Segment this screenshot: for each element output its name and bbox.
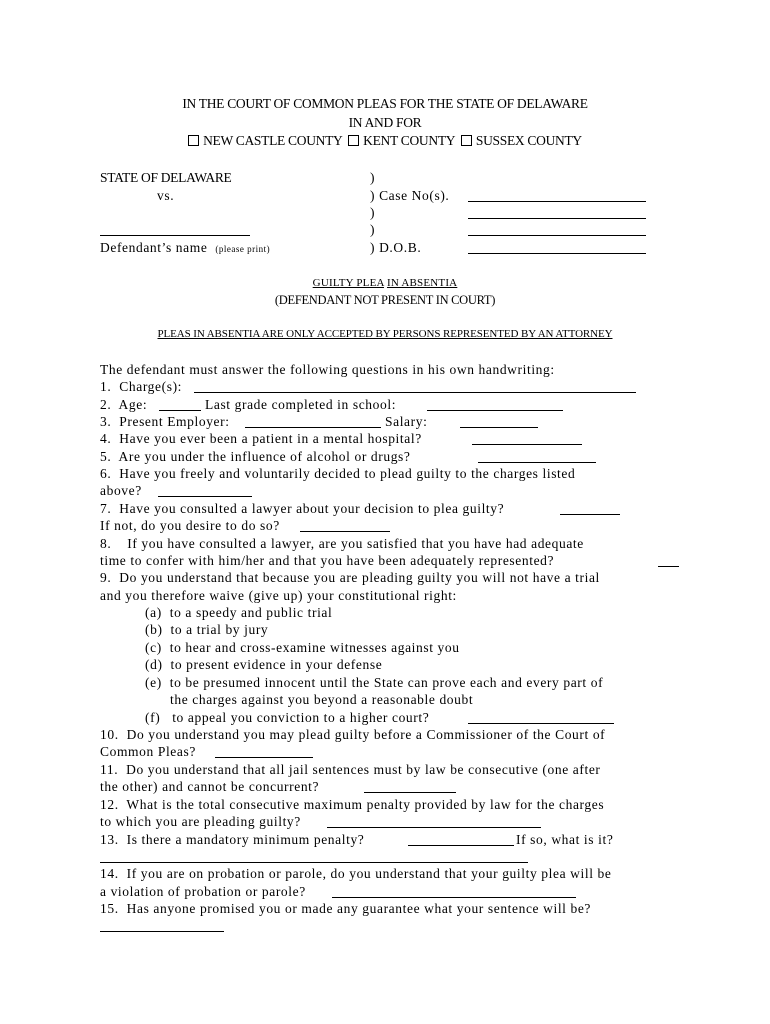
q6-label-line2: above? [100, 483, 142, 498]
plea-title [0, 277, 770, 289]
attorney-notice [0, 328, 770, 340]
paren-1: ) [370, 170, 376, 185]
q7-label-line2: If not, do you desire to do so? [100, 518, 280, 533]
q2-age-label: 2. Age: [100, 397, 148, 412]
checkbox-new-castle[interactable] [188, 135, 199, 146]
q9-item-d: (d) to present evidence in your defense [145, 657, 383, 672]
q8-field[interactable] [658, 555, 679, 567]
case-no-field-3[interactable] [468, 224, 646, 236]
q9-label-line1: 9. Do you understand that because you are pleading guilty you will not have a trial [100, 570, 600, 585]
checkbox-kent[interactable] [348, 135, 359, 146]
q3-salary-field[interactable] [460, 416, 538, 428]
q11-field[interactable] [364, 781, 456, 793]
q15-field[interactable] [100, 920, 224, 932]
q2-grade-field[interactable] [427, 399, 563, 411]
county-sussex-label: SUSSEX COUNTY [475, 133, 582, 148]
q4-field[interactable] [472, 433, 582, 445]
q2-grade-label: Last grade completed in school: [205, 397, 397, 412]
q7-field[interactable] [560, 503, 620, 515]
q10-label-line1: 10. Do you understand you may plead guilty before a Commissioner of the Court of [100, 727, 606, 742]
court-title: IN THE COURT OF COMMON PLEAS FOR THE STATE OF DELAWARE [182, 96, 588, 111]
defendant-name-field[interactable] [100, 224, 250, 236]
q8-label-line2: time to confer with him/her and that you have been adequately represented? [100, 553, 555, 568]
paren-3: ) [370, 205, 376, 220]
case-no-field-2[interactable] [468, 207, 646, 219]
q13-followup-field[interactable] [100, 851, 528, 863]
q9-item-f: (f) to appeal you conviction to a higher court? [145, 710, 430, 725]
q5-label: 5. Are you under the influence of alcohol or drugs? [100, 449, 411, 464]
dob-label: ) D.O.B. [370, 240, 422, 255]
q11-label-line1: 11. Do you understand that all jail sentences must by law be consecutive (one after [100, 762, 601, 777]
q3-employer-field[interactable] [245, 416, 381, 428]
q13-field[interactable] [408, 834, 514, 846]
case-no-field-1[interactable] [468, 190, 646, 202]
q12-field[interactable] [327, 816, 541, 828]
guilty-plea-title: GUILTY PLEA [312, 277, 385, 289]
county-kent-label: KENT COUNTY [363, 133, 455, 148]
q3-employer-label: 3. Present Employer: [100, 414, 230, 429]
q8-label-line1: 8. If you have consulted a lawyer, are you satisfied that you have had adequate [100, 536, 584, 551]
q13-label: 13. Is there a mandatory minimum penalty? [100, 832, 365, 847]
q5-field[interactable] [478, 451, 596, 463]
q7-label-line1: 7. Have you consulted a lawyer about your decision to plea guilty? [100, 501, 505, 516]
q14-field[interactable] [332, 886, 576, 898]
q10-field[interactable] [215, 746, 313, 758]
q9-field[interactable] [468, 712, 614, 724]
q15-label: 15. Has anyone promised you or made any guarantee what your sentence will be? [100, 901, 592, 916]
paren-4: ) [370, 222, 376, 237]
q13-followup-label: If so, what is it? [516, 832, 614, 847]
q12-label-line1: 12. What is the total consecutive maximum penalty provided by law for the charges [100, 797, 605, 812]
q9-item-e-line1: (e) to be presumed innocent until the State can prove each and every part of [145, 675, 604, 690]
q9-item-e-line2: the charges against you beyond a reasonable doubt [170, 692, 474, 707]
q9-label-line2: and you therefore waive (give up) your constitutional right: [100, 588, 457, 603]
q10-label-line2: Common Pleas? [100, 744, 196, 759]
checkbox-sussex[interactable] [461, 135, 472, 146]
defendant-label-text: Defendant’s name [100, 240, 208, 255]
q12-label-line2: to which you are pleading guilty? [100, 814, 301, 829]
case-no-label: ) Case No(s). [370, 188, 450, 203]
q14-label-line2: a violation of probation or parole? [100, 884, 306, 899]
q9-item-c: (c) to hear and cross-examine witnesses against you [145, 640, 460, 655]
q9-item-b: (b) to a trial by jury [145, 622, 269, 637]
q6-field[interactable] [158, 485, 252, 497]
q1-label: 1. Charge(s): [100, 379, 183, 394]
q9-item-a: (a) to a speedy and public trial [145, 605, 333, 620]
q14-label-line1: 14. If you are on probation or parole, do you understand that your guilty plea will be [100, 866, 612, 881]
plaintiff-name: STATE OF DELAWARE [100, 170, 232, 185]
q11-label-line2: the other) and cannot be concurrent? [100, 779, 320, 794]
q2-age-field[interactable] [159, 399, 201, 411]
q6-label-line1: 6. Have you freely and voluntarily decided to plead guilty to the charges listed [100, 466, 576, 481]
q7-desire-field[interactable] [300, 520, 390, 532]
defendant-name-label [100, 240, 270, 256]
q1-answer-field[interactable] [194, 381, 636, 393]
vs-label: vs. [157, 188, 175, 203]
county-options [0, 133, 770, 149]
court-subtitle: IN AND FOR [348, 115, 422, 130]
q4-label: 4. Have you ever been a patient in a mental hospital? [100, 431, 422, 446]
attorney-notice-text: PLEAS IN ABSENTIA ARE ONLY ACCEPTED BY PERSONS REPRESENTED BY AN ATTORNEY [157, 328, 613, 340]
county-new-castle-label: NEW CASTLE COUNTY [203, 133, 342, 148]
intro-text: The defendant must answer the following questions in his own handwriting: [100, 362, 555, 377]
dob-field[interactable] [468, 242, 646, 254]
plea-subtitle: (DEFENDANT NOT PRESENT IN COURT) [274, 293, 496, 307]
in-absentia-title: IN ABSENTIA [386, 277, 458, 289]
q3-salary-label: Salary: [385, 414, 428, 429]
defendant-hint: (please print) [215, 244, 271, 254]
